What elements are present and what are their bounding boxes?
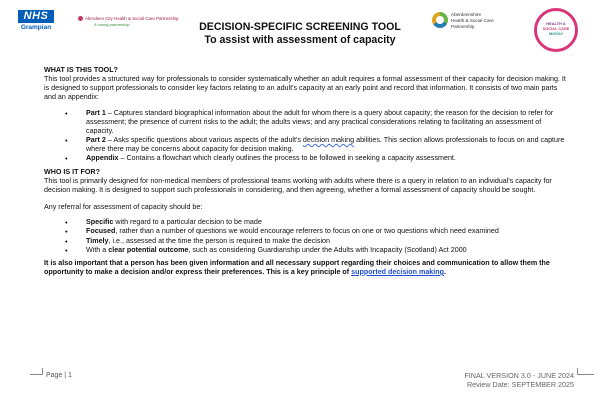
criterion-specific-text: with regard to a particular decision to be made	[113, 218, 262, 227]
partnership-icon	[78, 16, 83, 21]
version-info	[464, 372, 574, 389]
aberdeenshire-circle-icon	[432, 12, 448, 28]
list-item	[44, 136, 570, 154]
moray-logo-line3: MORAY	[548, 31, 564, 36]
list-item	[44, 237, 570, 246]
partner-logo-tagline: A caring partnership	[94, 22, 130, 28]
appendix-label: Appendix	[86, 154, 119, 163]
part1-label: Part 1	[86, 108, 106, 117]
part1-text: – Captures standard biographical information about the adult for whom there is a query about capacity; the reason for the decision to refer for assessment; the presence of current risks to the adult; the adults views; and any practical considerations relating to facilitating an assessment of capacity.	[86, 108, 554, 135]
document-title-block	[180, 21, 420, 47]
nhs-logo-region: Grampian	[20, 24, 52, 31]
part2-text-before: – Asks specific questions about various aspects of the adult's	[105, 136, 303, 145]
closing-end: .	[443, 267, 446, 276]
part2-text-after: abilities. This section allows professionals to focus on and capture where there may be concerns about capacity for decision making.	[86, 136, 565, 154]
list-item	[44, 227, 570, 236]
health-social-care-moray-logo	[534, 8, 578, 52]
page-header	[0, 0, 600, 60]
what-is-this-tool-heading: WHAT IS THIS TOOL?	[44, 66, 118, 74]
criterion-outcome-prefix: With a	[86, 245, 109, 254]
part2-spellcheck-underline: decision making	[302, 136, 355, 145]
closing-text: It is also important that a person has been given information and all necessary support regarding their choices and communication to allow them the opportunity to make a decision and/or express their preferences. This is a key principle of	[44, 258, 550, 276]
page-number: Page | 1	[42, 372, 72, 379]
aberdeenshire-logo-line1: Aberdeenshire	[451, 12, 481, 17]
criterion-specific-label: Specific	[86, 218, 114, 227]
version-label: FINAL VERSION 3.0 - JUNE 2024	[464, 371, 574, 380]
referral-criteria-list	[44, 218, 570, 255]
document-body	[44, 66, 570, 277]
page-footer	[0, 368, 600, 396]
criterion-focused-text: , rather than a number of questions we would encourage referrers to focus on one or two questions which need examined	[115, 227, 499, 236]
supported-decision-making-link[interactable]: supported decision making	[351, 267, 444, 276]
aberdeenshire-logo-line2: Health & Social Care	[451, 18, 494, 23]
document-title: DECISION-SPECIFIC SCREENING TOOL	[199, 21, 401, 33]
moray-logo-line2: SOCIAL CARE	[542, 26, 570, 31]
criterion-outcome-text: , such as considering Guardianship under the Adults with Incapacity (Scotland) Act 2000	[188, 245, 467, 254]
partner-logo-name: Aberdeen City Health & Social Care Partnership	[85, 16, 179, 21]
list-item	[44, 218, 570, 227]
criterion-focused-label: Focused	[86, 227, 116, 236]
part2-label: Part 2	[86, 136, 106, 145]
criterion-outcome-label: clear potential outcome	[108, 245, 189, 254]
review-date: Review Date: SEPTEMBER 2025	[466, 379, 574, 389]
referral-intro: Any referral for assessment of capacity should be:	[44, 203, 203, 212]
tool-parts-list	[44, 109, 570, 164]
appendix-text: – Contains a flowchart which clearly outlines the process to be followed in seeking a capacity assessment.	[118, 154, 456, 163]
nhs-grampian-logo	[18, 10, 54, 31]
criterion-timely-label: Timely	[86, 236, 109, 245]
moray-logo-line1: HEALTH &	[546, 21, 566, 26]
nhs-logo-mark: NHS	[18, 10, 54, 23]
list-item	[44, 246, 570, 255]
aberdeenshire-logo-line3: Partnership	[451, 24, 475, 29]
aberdeen-city-hscp-logo	[78, 16, 179, 28]
document-subtitle: To assist with assessment of capacity	[204, 34, 396, 46]
list-item	[44, 109, 570, 136]
criterion-timely-text: , i.e., assessed at the time the person is required to make the decision	[108, 236, 330, 245]
closing-statement	[44, 259, 570, 277]
who-is-it-for-intro: This tool is primarily designed for non-medical members of professional teams working with adults where there is a query in relation to an individual's capacity for decision making. It is designed to support such professionals in considering, and then agreeing, whether a formal assessment of capacity should be sought.	[44, 176, 552, 194]
who-is-it-for-heading: WHO IS IT FOR?	[44, 167, 100, 176]
list-item	[44, 154, 570, 163]
what-is-this-tool-intro: This tool provides a structured way for professionals to consider systematically whether an adult requires a formal assessment of their capacity for decision making. It is designed to support professionals to consider key factors relating to an adult's capacity at an early point and record that information. It consists of two main parts and an appendix:	[44, 75, 566, 102]
